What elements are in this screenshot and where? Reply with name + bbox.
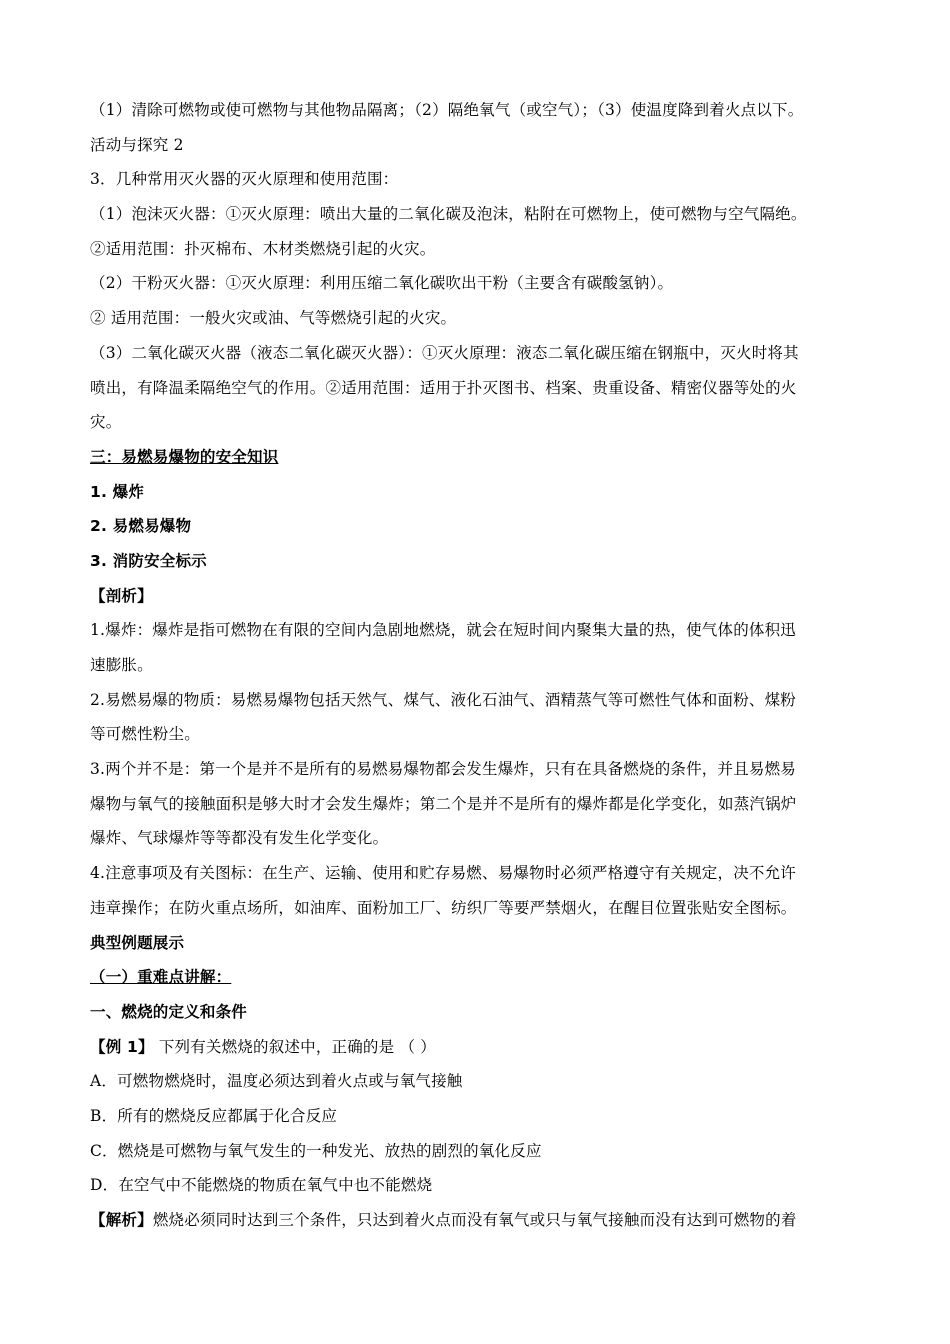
option-d: D．在空气中不能燃烧的物质在氧气中也不能燃烧 <box>90 1176 433 1195</box>
paragraph-line: 灾。 <box>90 413 122 432</box>
section-heading: 三：易燃易爆物的安全知识 <box>90 447 279 466</box>
section-heading: 一、燃烧的定义和条件 <box>90 1002 248 1021</box>
option-c: C．燃烧是可燃物与氧气发生的一种发光、放热的剧烈的氧化反应 <box>90 1141 542 1160</box>
section-heading: （一）重难点讲解： <box>90 968 232 987</box>
paragraph-line: 违章操作；在防火重点场所，如油库、面粉加工厂、纺织厂等要严禁烟火，在醒目位置张贴安全图标。 <box>90 898 797 917</box>
analysis-label: 【解析】 <box>90 1211 153 1229</box>
analysis-heading: 【剖析】 <box>90 586 153 605</box>
subheading: 1. 爆炸 <box>90 482 145 501</box>
paragraph-line: 2.易燃易爆的物质：易燃易爆物包括天然气、煤气、液化石油气、酒精蒸气等可燃性气体和面粉、煤粉 <box>90 690 796 709</box>
paragraph-line: 1.爆炸：爆炸是指可燃物在有限的空间内急剧地燃烧，就会在短时间内聚集大量的热，使气体的体积迅 <box>90 621 796 640</box>
example-label: 【例 1】 <box>90 1037 154 1056</box>
example-text: 下列有关燃烧的叙述中，正确的是 （ ） <box>153 1037 436 1056</box>
paragraph-line: 活动与探究 2 <box>90 135 184 154</box>
option-a: A．可燃物燃烧时，温度必须达到着火点或与氧气接触 <box>90 1072 463 1091</box>
subheading: 2. 易燃易爆物 <box>90 517 192 536</box>
paragraph-line: （1）清除可燃物或使可燃物与其他物品隔离；（2）隔绝氧气（或空气）；（3）使温度降到着火点以下。 <box>90 101 804 119</box>
paragraph-line: 等可燃性粉尘。 <box>90 725 200 744</box>
paragraph-line: （1）泡沫灭火器：①灭火原理：喷出大量的二氧化碳及泡沫，粘附在可燃物上，使可燃物与空气隔绝。 <box>90 205 807 224</box>
paragraph-line: ② 适用范围：一般火灾或油、气等燃烧引起的火灾。 <box>90 309 457 328</box>
paragraph-line: 爆炸、气球爆炸等等都没有发生化学变化。 <box>90 829 389 848</box>
document-body <box>90 93 880 1238</box>
paragraph-line: ②适用范围：扑灭棉布、木材类燃烧引起的火灾。 <box>90 239 436 258</box>
subheading: 3. 消防安全标示 <box>90 551 207 570</box>
paragraph-line: 喷出，有降温柔隔绝空气的作用。②适用范围：适用于扑灭图书、档案、贵重设备、精密仪器等处的火 <box>90 378 797 397</box>
paragraph-line: 速膨胀。 <box>90 656 153 674</box>
example-question <box>90 1030 880 1065</box>
analysis-text: 燃烧必须同时达到三个条件，只达到着火点而没有氧气或只与氧气接触而没有达到可燃物的着 <box>152 1211 797 1229</box>
section-heading: 典型例题展示 <box>90 933 185 952</box>
paragraph-line: （2）干粉灭火器：①灭火原理：利用压缩二氧化碳吹出干粉（主要含有碳酸氢钠）。 <box>90 274 674 293</box>
paragraph-line: 3．几种常用灭火器的灭火原理和使用范围： <box>90 170 399 189</box>
option-b: B．所有的燃烧反应都属于化合反应 <box>90 1106 338 1125</box>
analysis-line <box>90 1203 880 1238</box>
paragraph-line: （3）二氧化碳灭火器（液态二氧化碳灭火器）：①灭火原理：液态二氧化碳压缩在钢瓶中，灭火时将其 <box>90 343 799 362</box>
paragraph-line: 4.注意事项及有关图标：在生产、运输、使用和贮存易燃、易爆物时必须严格遵守有关规定，决不允许 <box>90 864 796 883</box>
paragraph-line: 3.两个并不是：第一个是并不是所有的易燃易爆物都会发生爆炸，只有在具备燃烧的条件，并且易燃易 <box>90 760 796 779</box>
paragraph-line: 爆物与氧气的接触面积是够大时才会发生爆炸；第二个是并不是所有的爆炸都是化学变化，如蒸汽锅炉 <box>90 794 797 813</box>
